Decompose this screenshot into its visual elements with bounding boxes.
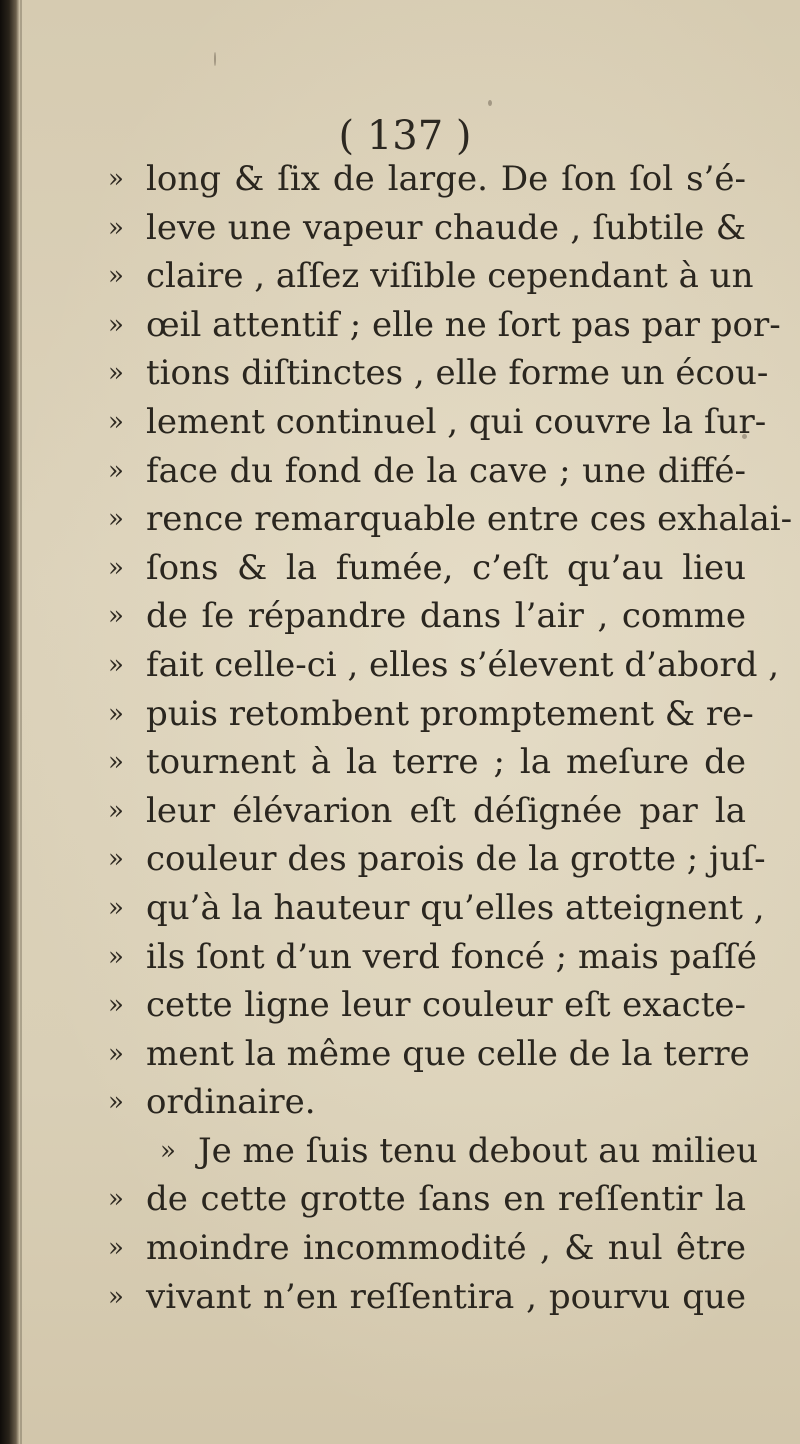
text-line [108,398,767,447]
quote-mark: » [108,1087,124,1118]
line-text: long & ſix de large. De ſon ſol s’é- [146,159,746,199]
text-line [108,301,781,350]
quote-mark: » [108,941,124,972]
line-text: œil attentif ; elle ne ſort pas par por- [146,304,781,345]
text-line [108,641,780,690]
line-text: moindre incommodité , & nul être [146,1228,746,1269]
line-text: ſons & la fumée, c’eſt qu’au lieu [146,547,746,588]
text-line [108,787,748,836]
line-text: cette ligne leur couleur eſt exacte- [146,985,746,1026]
text-line [108,981,748,1030]
line-text: face du fond de la cave ; une diffé- [146,450,746,491]
line-text: leur élévarion eſt déſignée par la [146,790,746,831]
text-line [108,1127,759,1176]
text-line [108,495,793,544]
text-line [108,1273,748,1322]
quote-mark: » [108,358,124,389]
line-text: Je me ſuis tenu debout au milieu [198,1130,759,1171]
paper-speck [214,52,216,66]
quote-mark: » [108,1184,124,1215]
quote-mark: » [108,649,124,680]
quote-mark: » [108,601,124,632]
quote-mark: » [108,406,124,437]
quote-mark: » [108,261,124,292]
quote-mark: » [108,892,124,923]
line-text: lement continuel , qui couvre la ſur- [146,401,767,442]
text-line [108,1078,748,1127]
text-line [108,1030,748,1079]
paper-speck [488,100,492,106]
line-text: rence remarquable entre ces exhalai- [146,499,793,540]
text-line [108,933,757,982]
quote-mark: » [108,795,124,826]
text-line [108,544,748,593]
text-line [108,447,748,496]
quote-mark: » [108,1233,124,1264]
quote-mark: » [108,1281,124,1312]
quote-mark: » [108,747,124,778]
text-line [108,155,748,204]
line-text: tournent à la terre ; la meſure de [146,742,746,783]
line-text: couleur des parois de la grotte ; juſ- [146,839,766,880]
quote-mark: » [108,309,124,340]
line-text: fait celle-ci , elles s’élevent d’abord , [146,644,780,685]
line-text: ils ſont d’un verd foncé ; mais paſſé [146,936,757,977]
text-line [108,835,766,884]
line-text: claire , aſſez viſible cependant à un [146,256,754,297]
text-line [108,1224,748,1273]
quote-mark: » [108,455,124,486]
quote-mark: » [108,844,124,875]
text-line [108,884,765,933]
line-text: vivant n’en reſſentira , pourvu que [146,1276,746,1317]
line-text: de ſe répandre dans l’air , comme [146,596,746,637]
line-text: leve une vapeur chaude , ſubtile & [146,207,746,248]
quote-mark: » [108,1038,124,1069]
text-line [108,204,748,253]
quote-mark: » [108,504,124,535]
text-line [108,1175,748,1224]
text-line [108,252,754,301]
line-text: de cette grotte ſans en reſſentir la [146,1179,746,1220]
text-line [108,690,754,739]
gutter-line [20,0,22,1444]
line-text: puis retombent promptement & re- [146,693,754,734]
text-line [108,349,769,398]
text-line [108,592,748,641]
body-text [108,155,793,1321]
quote-mark: » [108,164,124,194]
binding-edge [0,0,20,1444]
line-text: qu’à la hauteur qu’elles atteignent , [146,887,765,928]
quote-mark: » [108,990,124,1021]
quote-mark: » [108,212,124,243]
quote-mark: » [108,552,124,583]
quote-mark: » [160,1135,176,1166]
quote-mark: » [108,698,124,729]
page-number: ( 137 ) [338,113,472,159]
line-text: ment la même que celle de la terre [146,1033,750,1074]
line-text: ordinaire. [146,1082,316,1123]
line-text: tions diſtinctes , elle forme un écou- [146,353,769,394]
text-line [108,738,748,787]
